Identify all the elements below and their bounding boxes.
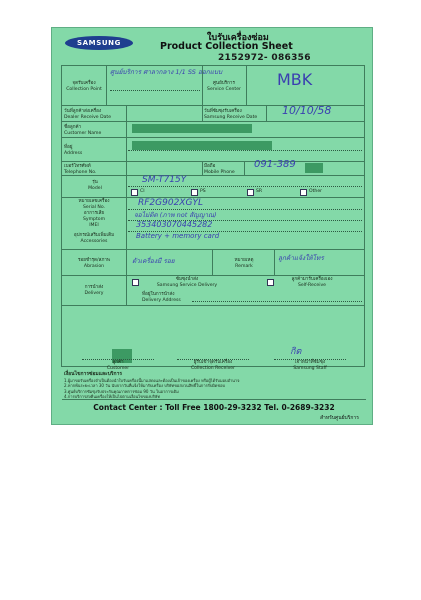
contact-center: Contact Center : Toll Free 1800-29-3232 Tel. 0-2689-3232 bbox=[62, 399, 366, 415]
footer-label: สำหรับศูนย์บริการ bbox=[320, 415, 359, 421]
condition-item: 4.การบริการส่งคืนเครื่องให้เป็นไปตามเงื่อนไขของบริษัท bbox=[64, 394, 161, 399]
address-label: ที่อยู่ Address bbox=[64, 145, 83, 156]
symptom-value: จอไม่ติด (ภาพ not สัญญาณ) bbox=[134, 211, 217, 219]
samsung-receive-date-label: วันที่ซัมซุงรับเครื่อง Samsung Receive Date bbox=[204, 109, 258, 120]
row-dates bbox=[62, 106, 364, 122]
row-abrasion bbox=[62, 250, 364, 276]
remark-value: ลูกค้าแจ้งให้โทร bbox=[278, 254, 324, 262]
conditions-heading: เงื่อนไขการซ่อมและบริการ bbox=[64, 371, 123, 377]
service-center-value: MBK bbox=[277, 70, 313, 89]
imei-value: 353403070445282 bbox=[136, 220, 213, 229]
symptom-label: อาการเสีย Symptom bbox=[82, 211, 106, 222]
customer-name-label: ชื่อลูกค้า Customer Name bbox=[64, 125, 102, 136]
condition-item: 1.ผู้มาขอรับเครื่องจำเป็นต้องนำใบรับเครื่องนี้มาแสดงและต้องเป็นเจ้าของเครื่อง หรือผู้ได้รับมอบอำนาจ bbox=[64, 377, 240, 383]
redacted-address bbox=[132, 141, 272, 150]
staff-signature: กิต bbox=[290, 347, 302, 357]
telephone-label: เบอร์โทรศัพท์ Telephone No. bbox=[64, 164, 97, 175]
abrasion-label: รอยชำรุด/สภาพ Abrasion bbox=[77, 258, 111, 269]
accessories-value: Battery + memory card bbox=[136, 232, 220, 240]
samsung-staff-label: เจ้าหน้าที่ซัมซุง Samsung Staff bbox=[293, 360, 327, 371]
row-address bbox=[62, 138, 364, 162]
collection-sheet bbox=[51, 27, 373, 425]
collection-receiver-label: ผู้รับเข้าจุดรับเครื่อง Collection Receiver bbox=[190, 360, 236, 371]
row-collection bbox=[62, 66, 364, 106]
redacted-customer-name bbox=[132, 124, 252, 133]
samsung-receive-date-value: 10/10/58 bbox=[282, 104, 332, 117]
row-customer-name bbox=[62, 122, 364, 138]
delivery-address-label: ที่อยู่ในการนำส่ง Delivery Address bbox=[142, 292, 181, 303]
title-thai: ใบรับเครื่องซ่อม bbox=[207, 33, 269, 43]
remark-label: หมายเหตุ Remark bbox=[234, 258, 254, 269]
model-label: รุ่น Model bbox=[88, 180, 102, 191]
product-type-ci-checkbox[interactable] bbox=[131, 189, 138, 196]
samsung-delivery-checkbox[interactable] bbox=[132, 279, 139, 286]
condition-item: 2.หากพ้นระยะเวลา 30 วัน นับจากวันที่แจ้งให้มารับเครื่อง บริษัทขอสงวนสิทธิ์ในการรับผิดชอบ bbox=[64, 383, 226, 388]
row-device-details bbox=[62, 198, 364, 250]
product-type-ps-checkbox[interactable] bbox=[191, 189, 198, 196]
accessories-label: อุปกรณ์เสริมเพิ่มเติม Accessories bbox=[73, 233, 115, 244]
page-title: Product Collection Sheet bbox=[160, 41, 293, 52]
samsung-delivery-label: ซัมซุงนำส่ง Samsung Service Delivery bbox=[156, 277, 218, 288]
imei-label: IMEI bbox=[89, 223, 99, 228]
redacted-mobile bbox=[305, 163, 323, 173]
abrasion-value: ตัวเครื่องมี รอย bbox=[132, 257, 175, 265]
product-type-sr-checkbox[interactable] bbox=[247, 189, 254, 196]
self-receive-checkbox[interactable] bbox=[267, 279, 274, 286]
sheet-serial-number: 2152972- 086356 bbox=[218, 53, 311, 63]
service-center-label: ศูนย์บริการ Service Center bbox=[207, 81, 241, 92]
customer-signature-label: ลูกค้า Customer bbox=[106, 360, 130, 371]
serial-value: RF2G902XGYL bbox=[138, 198, 203, 208]
delivery-label: การนำส่ง Delivery bbox=[84, 285, 104, 296]
form-frame bbox=[61, 65, 365, 371]
collection-point-label: จุดรับเครื่อง Collection Point bbox=[66, 81, 102, 92]
product-type-other-checkbox[interactable] bbox=[300, 189, 307, 196]
mobile-phone-value: 091-389 bbox=[254, 159, 296, 170]
collection-point-value: ศูนย์บริการ ศาลากลาง 1/1 SS ออกแบบ bbox=[110, 68, 223, 76]
self-receive-label: ลูกค้ามารับเครื่องเอง Self-Receive bbox=[291, 277, 333, 288]
row-delivery bbox=[62, 276, 364, 306]
samsung-logo: SAMSUNG bbox=[65, 36, 133, 50]
conditions bbox=[64, 372, 364, 400]
mobile-phone-label: มือถือ Mobile Phone bbox=[204, 164, 235, 175]
row-model: รุ่น Model SM-T715Y CI PS SR Other bbox=[62, 176, 364, 198]
model-value: SM-T715Y bbox=[142, 175, 187, 185]
row-telephone bbox=[62, 159, 364, 176]
serial-label: หมายเลขเครื่อง Serial No. bbox=[78, 199, 110, 210]
condition-item: 3.ศูนย์บริการซัมซุงรับประกันคุณภาพการซ่อม 90 วัน ในอาการเดิม bbox=[64, 388, 179, 394]
dealer-receive-date-label: วันที่ลูกค้าส่งเครื่อง Dealer Receive Date bbox=[64, 109, 112, 120]
